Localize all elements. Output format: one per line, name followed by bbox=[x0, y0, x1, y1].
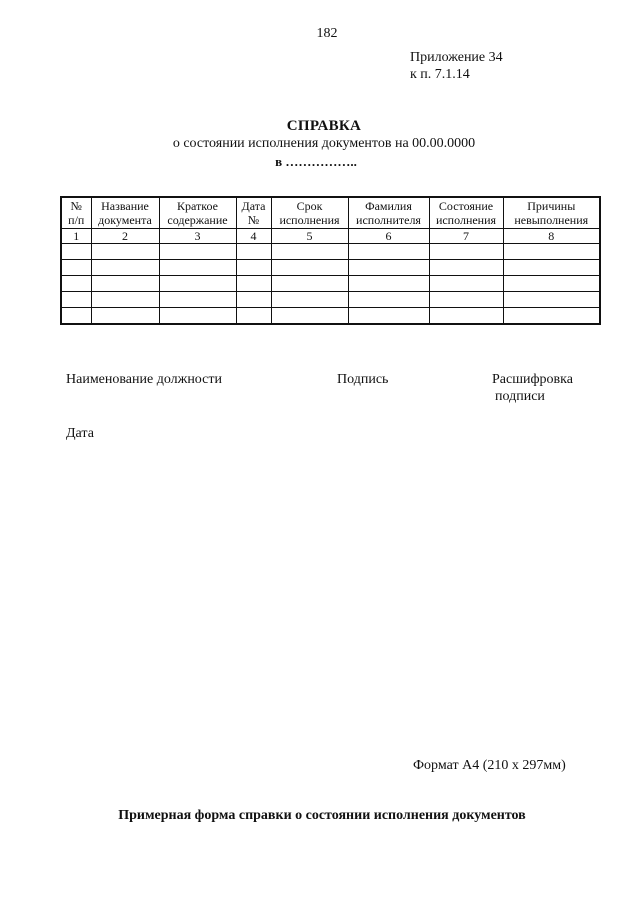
document-subtitle-organization: в …………….. bbox=[275, 154, 357, 169]
table-cell bbox=[271, 260, 348, 276]
table-cell bbox=[236, 276, 271, 292]
header-cell-status bbox=[429, 197, 503, 229]
table-row bbox=[61, 276, 600, 292]
table-cell bbox=[503, 244, 600, 260]
table-cell bbox=[61, 308, 91, 325]
column-number: 8 bbox=[503, 229, 600, 244]
header-cell-number bbox=[61, 197, 91, 229]
table-cell bbox=[503, 260, 600, 276]
report-table bbox=[60, 196, 601, 325]
page-number: 182 bbox=[316, 26, 338, 41]
column-number-row bbox=[61, 229, 600, 244]
header-cell-executor bbox=[348, 197, 429, 229]
table-cell bbox=[91, 244, 159, 260]
table-cell bbox=[348, 260, 429, 276]
appendix-label: Приложение 34 bbox=[410, 50, 503, 65]
table-cell bbox=[271, 244, 348, 260]
header-text: документа bbox=[98, 213, 152, 227]
header-text: исполнения bbox=[435, 213, 497, 227]
table-cell bbox=[159, 292, 236, 308]
table-cell bbox=[348, 244, 429, 260]
header-text: исполнителя bbox=[356, 213, 421, 227]
header-text: № bbox=[70, 199, 82, 213]
table-cell bbox=[503, 276, 600, 292]
table-cell bbox=[61, 292, 91, 308]
table-cell bbox=[159, 308, 236, 325]
document-title: СПРАВКА bbox=[286, 118, 362, 134]
header-cell-summary bbox=[159, 197, 236, 229]
table-row bbox=[61, 260, 600, 276]
table-row bbox=[61, 292, 600, 308]
header-text: Название bbox=[101, 199, 149, 213]
header-text: содержание bbox=[167, 213, 228, 227]
table-cell bbox=[91, 292, 159, 308]
format-note: Формат А4 (210 х 297мм) bbox=[413, 758, 566, 773]
column-number: 7 bbox=[429, 229, 503, 244]
table-cell bbox=[429, 308, 503, 325]
header-text: Причины bbox=[527, 199, 576, 213]
header-text: № bbox=[247, 213, 260, 227]
header-text: исполнения bbox=[279, 213, 340, 227]
header-text: Фамилия bbox=[365, 199, 412, 213]
header-text: Срок bbox=[296, 199, 323, 213]
signature-decoding-label-line2: подписи bbox=[495, 389, 545, 404]
table-cell bbox=[159, 276, 236, 292]
table-cell bbox=[348, 292, 429, 308]
table-cell bbox=[159, 260, 236, 276]
header-cell-doc-name bbox=[91, 197, 159, 229]
table-cell bbox=[348, 308, 429, 325]
table-cell bbox=[271, 276, 348, 292]
table-cell bbox=[236, 292, 271, 308]
table-row bbox=[61, 244, 600, 260]
table-cell bbox=[429, 276, 503, 292]
table-cell bbox=[429, 292, 503, 308]
table-cell bbox=[159, 244, 236, 260]
table-cell bbox=[271, 292, 348, 308]
column-number: 3 bbox=[159, 229, 236, 244]
table-cell bbox=[91, 260, 159, 276]
document-subtitle: о состоянии исполнения документов на 00.00.0000 bbox=[172, 136, 476, 151]
table-cell bbox=[236, 260, 271, 276]
column-number: 5 bbox=[271, 229, 348, 244]
table-cell bbox=[503, 308, 600, 325]
table-cell bbox=[91, 276, 159, 292]
form-caption: Примерная форма справки о состоянии исполнения документов bbox=[118, 808, 526, 823]
table-cell bbox=[503, 292, 600, 308]
header-text: п/п bbox=[68, 213, 85, 227]
header-text: Состояние bbox=[438, 199, 494, 213]
header-text: Краткое bbox=[177, 199, 218, 213]
header-cell-deadline bbox=[271, 197, 348, 229]
table-cell bbox=[429, 260, 503, 276]
column-number: 6 bbox=[348, 229, 429, 244]
signature-label: Подпись bbox=[337, 372, 389, 387]
header-text: Дата bbox=[241, 199, 266, 213]
table-row bbox=[61, 308, 600, 325]
table-cell bbox=[236, 308, 271, 325]
table-cell bbox=[61, 276, 91, 292]
table-cell bbox=[429, 244, 503, 260]
column-number: 4 bbox=[236, 229, 271, 244]
table-header-row bbox=[61, 197, 600, 229]
table-cell bbox=[91, 308, 159, 325]
table-cell bbox=[348, 276, 429, 292]
date-label: Дата bbox=[66, 426, 94, 441]
appendix-reference: к п. 7.1.14 bbox=[410, 67, 470, 82]
column-number: 2 bbox=[91, 229, 159, 244]
column-number: 1 bbox=[61, 229, 91, 244]
table-cell bbox=[61, 260, 91, 276]
table-cell bbox=[271, 308, 348, 325]
table-cell bbox=[236, 244, 271, 260]
signature-decoding-label: Расшифровка bbox=[492, 372, 573, 387]
table-cell bbox=[61, 244, 91, 260]
position-label: Наименование должности bbox=[66, 372, 222, 387]
header-text: невыполнения bbox=[514, 213, 589, 227]
header-cell-reasons bbox=[503, 197, 600, 229]
header-cell-date bbox=[236, 197, 271, 229]
